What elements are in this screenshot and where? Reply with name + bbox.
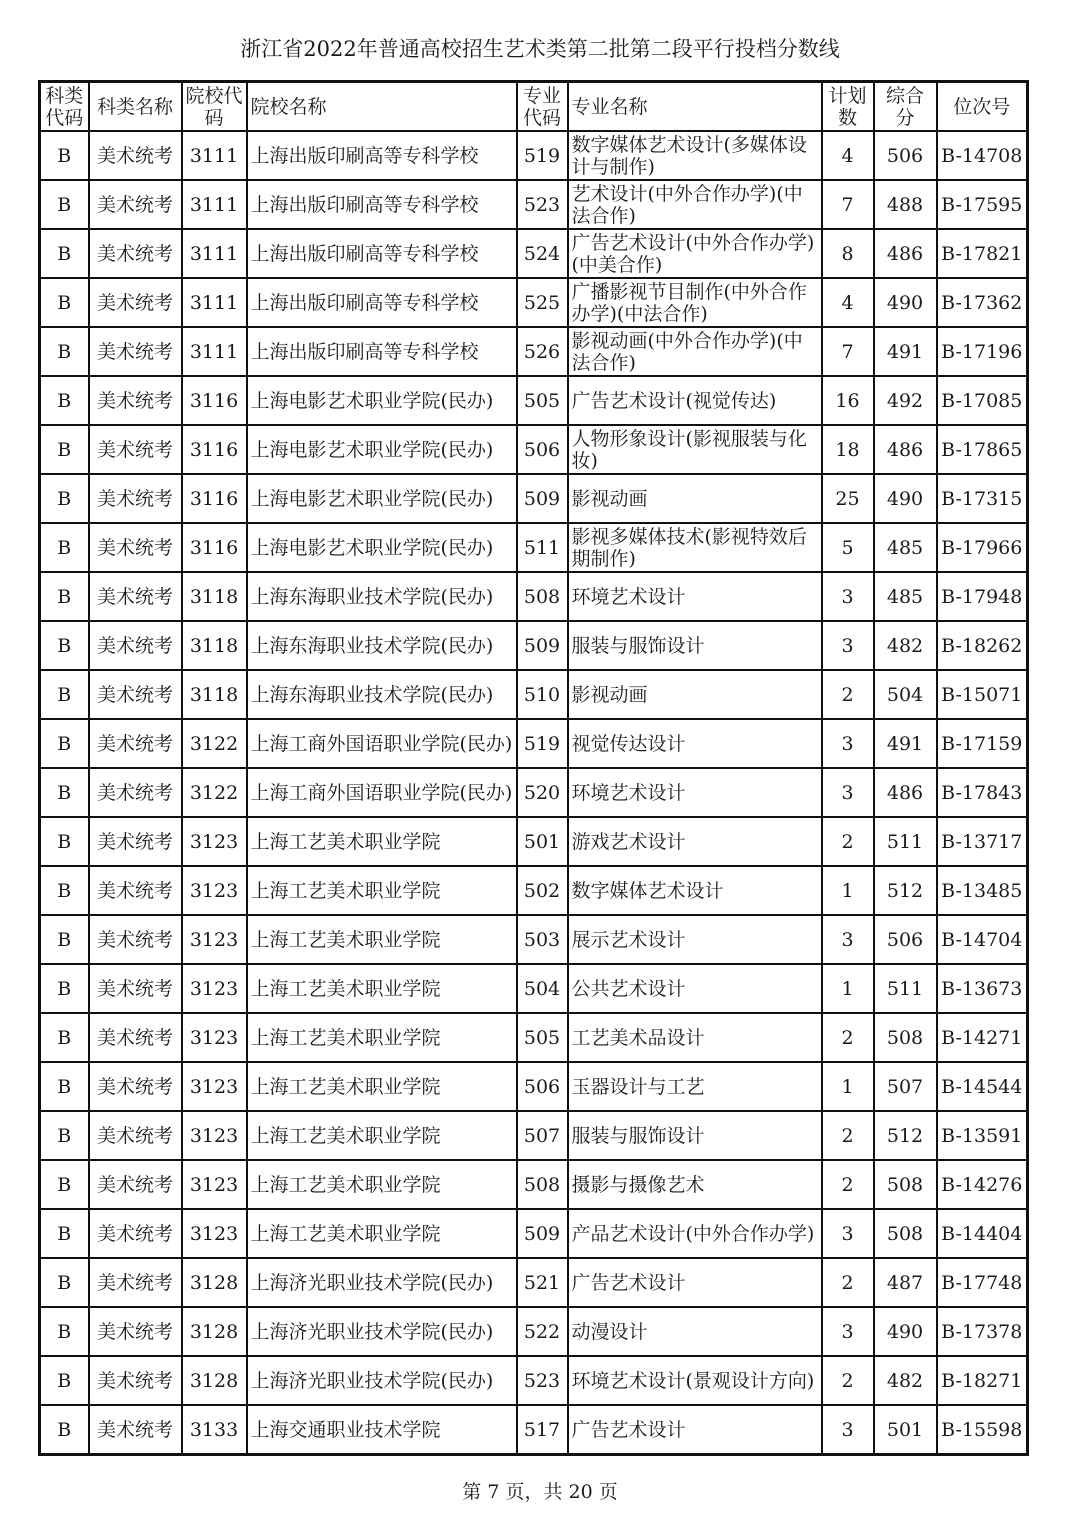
cell-category-code: B xyxy=(40,1013,89,1062)
cell-total-score: 482 xyxy=(874,1356,937,1405)
cell-category-name: 美术统考 xyxy=(89,1405,182,1455)
cell-plan-count: 3 xyxy=(822,915,874,964)
cell-category-name: 美术统考 xyxy=(89,1307,182,1356)
table-row xyxy=(40,1062,1028,1111)
cell-major-code: 521 xyxy=(517,1258,568,1307)
cell-plan-count: 1 xyxy=(822,964,874,1013)
cell-category-code: B xyxy=(40,719,89,768)
cell-rank: B-17821 xyxy=(937,229,1028,278)
table-row xyxy=(40,474,1028,523)
cell-plan-count: 3 xyxy=(822,1307,874,1356)
cell-major-name: 游戏艺术设计 xyxy=(568,817,822,866)
cell-major-name: 产品艺术设计(中外合作办学) xyxy=(568,1209,822,1258)
col-header-rank: 位次号 xyxy=(937,82,1028,132)
cell-school-code: 3123 xyxy=(182,817,247,866)
cell-major-name: 数字媒体艺术设计(多媒体设计与制作) xyxy=(568,131,822,180)
cell-category-name: 美术统考 xyxy=(89,474,182,523)
cell-school-name: 上海工艺美术职业学院 xyxy=(247,915,517,964)
cell-total-score: 486 xyxy=(874,768,937,817)
cell-school-name: 上海济光职业技术学院(民办) xyxy=(247,1356,517,1405)
table-row xyxy=(40,915,1028,964)
cell-category-name: 美术统考 xyxy=(89,768,182,817)
cell-rank: B-15071 xyxy=(937,670,1028,719)
cell-category-name: 美术统考 xyxy=(89,1258,182,1307)
cell-total-score: 512 xyxy=(874,866,937,915)
cell-major-name: 环境艺术设计(景观设计方向) xyxy=(568,1356,822,1405)
cell-category-code: B xyxy=(40,1307,89,1356)
cell-total-score: 486 xyxy=(874,425,937,474)
col-header-category-code: 科类代码 xyxy=(40,82,89,132)
cell-major-name: 广告艺术设计 xyxy=(568,1258,822,1307)
col-header-category-name: 科类名称 xyxy=(89,82,182,132)
cell-major-code: 525 xyxy=(517,278,568,327)
cell-plan-count: 4 xyxy=(822,131,874,180)
cell-rank: B-14704 xyxy=(937,915,1028,964)
cell-total-score: 506 xyxy=(874,131,937,180)
cell-plan-count: 2 xyxy=(822,1013,874,1062)
cell-category-code: B xyxy=(40,1258,89,1307)
cell-rank: B-15598 xyxy=(937,1405,1028,1455)
cell-school-name: 上海出版印刷高等专科学校 xyxy=(247,327,517,376)
table-row xyxy=(40,376,1028,425)
cell-school-code: 3118 xyxy=(182,621,247,670)
col-header-major-name: 专业名称 xyxy=(568,82,822,132)
cell-school-code: 3116 xyxy=(182,474,247,523)
cell-major-name: 环境艺术设计 xyxy=(568,572,822,621)
cell-plan-count: 3 xyxy=(822,572,874,621)
cell-plan-count: 2 xyxy=(822,670,874,719)
cell-major-code: 511 xyxy=(517,523,568,572)
cell-category-name: 美术统考 xyxy=(89,523,182,572)
cell-school-code: 3118 xyxy=(182,670,247,719)
cell-category-name: 美术统考 xyxy=(89,866,182,915)
cell-school-code: 3111 xyxy=(182,131,247,180)
cell-total-score: 508 xyxy=(874,1209,937,1258)
cell-plan-count: 1 xyxy=(822,1062,874,1111)
cell-major-name: 人物形象设计(影视服装与化妆) xyxy=(568,425,822,474)
cell-rank: B-17362 xyxy=(937,278,1028,327)
cell-school-name: 上海出版印刷高等专科学校 xyxy=(247,180,517,229)
admission-score-table xyxy=(38,80,1029,1456)
cell-total-score: 504 xyxy=(874,670,937,719)
cell-rank: B-14404 xyxy=(937,1209,1028,1258)
cell-school-code: 3123 xyxy=(182,915,247,964)
cell-category-code: B xyxy=(40,229,89,278)
cell-total-score: 486 xyxy=(874,229,937,278)
table-row xyxy=(40,229,1028,278)
cell-school-name: 上海工艺美术职业学院 xyxy=(247,1013,517,1062)
table-row xyxy=(40,1307,1028,1356)
cell-plan-count: 2 xyxy=(822,1258,874,1307)
cell-school-code: 3116 xyxy=(182,425,247,474)
cell-category-name: 美术统考 xyxy=(89,1013,182,1062)
cell-school-name: 上海出版印刷高等专科学校 xyxy=(247,131,517,180)
cell-rank: B-17378 xyxy=(937,1307,1028,1356)
cell-plan-count: 3 xyxy=(822,719,874,768)
cell-plan-count: 2 xyxy=(822,1356,874,1405)
cell-category-name: 美术统考 xyxy=(89,376,182,425)
cell-major-code: 508 xyxy=(517,572,568,621)
cell-major-code: 506 xyxy=(517,425,568,474)
cell-major-code: 508 xyxy=(517,1160,568,1209)
cell-rank: B-13717 xyxy=(937,817,1028,866)
cell-major-name: 工艺美术品设计 xyxy=(568,1013,822,1062)
cell-school-code: 3123 xyxy=(182,1062,247,1111)
cell-school-name: 上海东海职业技术学院(民办) xyxy=(247,621,517,670)
cell-major-code: 523 xyxy=(517,1356,568,1405)
cell-major-code: 522 xyxy=(517,1307,568,1356)
cell-category-name: 美术统考 xyxy=(89,180,182,229)
cell-category-code: B xyxy=(40,866,89,915)
table-row xyxy=(40,621,1028,670)
cell-major-name: 影视动画 xyxy=(568,474,822,523)
cell-school-code: 3111 xyxy=(182,278,247,327)
cell-school-name: 上海工商外国语职业学院(民办) xyxy=(247,719,517,768)
cell-school-code: 3123 xyxy=(182,1111,247,1160)
cell-category-code: B xyxy=(40,915,89,964)
cell-school-code: 3111 xyxy=(182,229,247,278)
cell-category-code: B xyxy=(40,1209,89,1258)
cell-school-name: 上海工艺美术职业学院 xyxy=(247,1111,517,1160)
cell-school-name: 上海工艺美术职业学院 xyxy=(247,1209,517,1258)
cell-category-name: 美术统考 xyxy=(89,670,182,719)
cell-major-name: 玉器设计与工艺 xyxy=(568,1062,822,1111)
cell-category-name: 美术统考 xyxy=(89,131,182,180)
table-row xyxy=(40,425,1028,474)
cell-plan-count: 3 xyxy=(822,621,874,670)
cell-rank: B-17315 xyxy=(937,474,1028,523)
cell-major-code: 502 xyxy=(517,866,568,915)
cell-rank: B-18271 xyxy=(937,1356,1028,1405)
col-header-major-code: 专业代码 xyxy=(517,82,568,132)
cell-major-code: 520 xyxy=(517,768,568,817)
table-row xyxy=(40,327,1028,376)
cell-school-name: 上海出版印刷高等专科学校 xyxy=(247,278,517,327)
cell-category-code: B xyxy=(40,670,89,719)
cell-school-code: 3123 xyxy=(182,1209,247,1258)
cell-major-name: 广告艺术设计(中外合作办学)(中美合作) xyxy=(568,229,822,278)
cell-category-code: B xyxy=(40,1405,89,1455)
cell-major-code: 510 xyxy=(517,670,568,719)
cell-major-code: 505 xyxy=(517,1013,568,1062)
cell-category-name: 美术统考 xyxy=(89,229,182,278)
cell-category-name: 美术统考 xyxy=(89,425,182,474)
cell-plan-count: 7 xyxy=(822,327,874,376)
cell-category-code: B xyxy=(40,425,89,474)
col-header-plan-count: 计划数 xyxy=(822,82,874,132)
cell-major-code: 519 xyxy=(517,719,568,768)
cell-plan-count: 7 xyxy=(822,180,874,229)
cell-rank: B-17843 xyxy=(937,768,1028,817)
cell-total-score: 501 xyxy=(874,1405,937,1455)
cell-major-code: 504 xyxy=(517,964,568,1013)
cell-total-score: 485 xyxy=(874,523,937,572)
cell-school-code: 3123 xyxy=(182,1013,247,1062)
cell-total-score: 508 xyxy=(874,1013,937,1062)
cell-plan-count: 3 xyxy=(822,1209,874,1258)
cell-total-score: 488 xyxy=(874,180,937,229)
cell-rank: B-17966 xyxy=(937,523,1028,572)
cell-major-name: 展示艺术设计 xyxy=(568,915,822,964)
cell-major-code: 505 xyxy=(517,376,568,425)
cell-school-code: 3116 xyxy=(182,376,247,425)
table-body xyxy=(40,131,1028,1455)
cell-total-score: 490 xyxy=(874,278,937,327)
cell-school-code: 3123 xyxy=(182,1160,247,1209)
cell-plan-count: 16 xyxy=(822,376,874,425)
cell-major-code: 517 xyxy=(517,1405,568,1455)
cell-category-code: B xyxy=(40,131,89,180)
cell-school-name: 上海电影艺术职业学院(民办) xyxy=(247,523,517,572)
cell-major-code: 507 xyxy=(517,1111,568,1160)
cell-rank: B-13673 xyxy=(937,964,1028,1013)
cell-plan-count: 2 xyxy=(822,817,874,866)
table-row xyxy=(40,964,1028,1013)
cell-school-name: 上海电影艺术职业学院(民办) xyxy=(247,376,517,425)
col-header-total-score: 综合分 xyxy=(874,82,937,132)
table-row xyxy=(40,817,1028,866)
cell-category-name: 美术统考 xyxy=(89,572,182,621)
cell-school-code: 3123 xyxy=(182,866,247,915)
cell-major-code: 501 xyxy=(517,817,568,866)
cell-major-name: 服装与服饰设计 xyxy=(568,621,822,670)
table-row xyxy=(40,572,1028,621)
cell-category-name: 美术统考 xyxy=(89,1062,182,1111)
cell-major-name: 公共艺术设计 xyxy=(568,964,822,1013)
cell-category-code: B xyxy=(40,180,89,229)
cell-major-name: 影视动画(中外合作办学)(中法合作) xyxy=(568,327,822,376)
cell-school-code: 3123 xyxy=(182,964,247,1013)
cell-category-code: B xyxy=(40,523,89,572)
cell-rank: B-14708 xyxy=(937,131,1028,180)
cell-rank: B-18262 xyxy=(937,621,1028,670)
cell-school-name: 上海交通职业技术学院 xyxy=(247,1405,517,1455)
cell-school-name: 上海工艺美术职业学院 xyxy=(247,1062,517,1111)
cell-major-name: 视觉传达设计 xyxy=(568,719,822,768)
cell-rank: B-17196 xyxy=(937,327,1028,376)
cell-school-name: 上海工艺美术职业学院 xyxy=(247,817,517,866)
table-row xyxy=(40,1258,1028,1307)
cell-category-code: B xyxy=(40,278,89,327)
cell-major-name: 广告艺术设计(视觉传达) xyxy=(568,376,822,425)
cell-school-name: 上海工艺美术职业学院 xyxy=(247,964,517,1013)
cell-rank: B-17748 xyxy=(937,1258,1028,1307)
cell-category-code: B xyxy=(40,768,89,817)
cell-total-score: 492 xyxy=(874,376,937,425)
cell-plan-count: 8 xyxy=(822,229,874,278)
cell-school-code: 3111 xyxy=(182,180,247,229)
cell-category-code: B xyxy=(40,572,89,621)
cell-school-name: 上海电影艺术职业学院(民办) xyxy=(247,474,517,523)
table-row xyxy=(40,1013,1028,1062)
cell-category-name: 美术统考 xyxy=(89,915,182,964)
cell-major-code: 506 xyxy=(517,1062,568,1111)
cell-major-code: 503 xyxy=(517,915,568,964)
cell-school-name: 上海出版印刷高等专科学校 xyxy=(247,229,517,278)
cell-plan-count: 3 xyxy=(822,1405,874,1455)
cell-total-score: 507 xyxy=(874,1062,937,1111)
cell-rank: B-13591 xyxy=(937,1111,1028,1160)
cell-category-name: 美术统考 xyxy=(89,278,182,327)
cell-major-code: 526 xyxy=(517,327,568,376)
table-header-row xyxy=(40,82,1028,132)
cell-category-name: 美术统考 xyxy=(89,719,182,768)
cell-major-name: 影视多媒体技术(影视特效后期制作) xyxy=(568,523,822,572)
table-row xyxy=(40,131,1028,180)
cell-rank: B-14276 xyxy=(937,1160,1028,1209)
cell-school-code: 3122 xyxy=(182,768,247,817)
cell-major-name: 艺术设计(中外合作办学)(中法合作) xyxy=(568,180,822,229)
table-row xyxy=(40,1160,1028,1209)
cell-plan-count: 18 xyxy=(822,425,874,474)
cell-category-code: B xyxy=(40,1062,89,1111)
cell-major-code: 523 xyxy=(517,180,568,229)
cell-major-name: 动漫设计 xyxy=(568,1307,822,1356)
cell-category-name: 美术统考 xyxy=(89,817,182,866)
cell-school-name: 上海东海职业技术学院(民办) xyxy=(247,670,517,719)
cell-school-code: 3116 xyxy=(182,523,247,572)
cell-total-score: 491 xyxy=(874,719,937,768)
cell-school-name: 上海工艺美术职业学院 xyxy=(247,866,517,915)
cell-school-code: 3122 xyxy=(182,719,247,768)
cell-total-score: 512 xyxy=(874,1111,937,1160)
cell-school-name: 上海工艺美术职业学院 xyxy=(247,1160,517,1209)
col-header-school-code: 院校代码 xyxy=(182,82,247,132)
cell-category-code: B xyxy=(40,964,89,1013)
cell-category-code: B xyxy=(40,376,89,425)
cell-total-score: 490 xyxy=(874,474,937,523)
cell-school-name: 上海济光职业技术学院(民办) xyxy=(247,1307,517,1356)
cell-school-code: 3128 xyxy=(182,1307,247,1356)
cell-category-code: B xyxy=(40,1356,89,1405)
page-footer: 第 7 页，共 20 页 xyxy=(462,1481,618,1503)
cell-school-code: 3128 xyxy=(182,1258,247,1307)
cell-category-name: 美术统考 xyxy=(89,964,182,1013)
cell-major-name: 环境艺术设计 xyxy=(568,768,822,817)
cell-category-code: B xyxy=(40,474,89,523)
cell-total-score: 508 xyxy=(874,1160,937,1209)
cell-major-name: 数字媒体艺术设计 xyxy=(568,866,822,915)
cell-major-name: 摄影与摄像艺术 xyxy=(568,1160,822,1209)
table-row xyxy=(40,670,1028,719)
table-row xyxy=(40,768,1028,817)
cell-major-code: 524 xyxy=(517,229,568,278)
cell-school-name: 上海东海职业技术学院(民办) xyxy=(247,572,517,621)
table-row xyxy=(40,719,1028,768)
table-row xyxy=(40,1405,1028,1455)
cell-plan-count: 5 xyxy=(822,523,874,572)
cell-plan-count: 25 xyxy=(822,474,874,523)
cell-major-name: 广播影视节目制作(中外合作办学)(中法合作) xyxy=(568,278,822,327)
cell-school-name: 上海电影艺术职业学院(民办) xyxy=(247,425,517,474)
cell-total-score: 511 xyxy=(874,964,937,1013)
cell-category-code: B xyxy=(40,1160,89,1209)
cell-total-score: 490 xyxy=(874,1307,937,1356)
cell-plan-count: 1 xyxy=(822,866,874,915)
cell-major-code: 509 xyxy=(517,474,568,523)
cell-category-name: 美术统考 xyxy=(89,1356,182,1405)
cell-major-name: 广告艺术设计 xyxy=(568,1405,822,1455)
cell-category-code: B xyxy=(40,1111,89,1160)
cell-major-name: 服装与服饰设计 xyxy=(568,1111,822,1160)
cell-school-code: 3111 xyxy=(182,327,247,376)
table-row xyxy=(40,180,1028,229)
cell-school-code: 3118 xyxy=(182,572,247,621)
cell-school-code: 3133 xyxy=(182,1405,247,1455)
cell-rank: B-17085 xyxy=(937,376,1028,425)
table-row xyxy=(40,1356,1028,1405)
cell-plan-count: 3 xyxy=(822,768,874,817)
cell-major-code: 509 xyxy=(517,621,568,670)
cell-total-score: 506 xyxy=(874,915,937,964)
col-header-school-name: 院校名称 xyxy=(247,82,517,132)
cell-total-score: 485 xyxy=(874,572,937,621)
table-row xyxy=(40,866,1028,915)
cell-major-name: 影视动画 xyxy=(568,670,822,719)
cell-rank: B-17159 xyxy=(937,719,1028,768)
cell-category-name: 美术统考 xyxy=(89,327,182,376)
cell-school-name: 上海工商外国语职业学院(民办) xyxy=(247,768,517,817)
cell-category-name: 美术统考 xyxy=(89,1160,182,1209)
table-row xyxy=(40,523,1028,572)
cell-total-score: 487 xyxy=(874,1258,937,1307)
cell-total-score: 491 xyxy=(874,327,937,376)
cell-total-score: 482 xyxy=(874,621,937,670)
cell-category-name: 美术统考 xyxy=(89,1209,182,1258)
cell-rank: B-14544 xyxy=(937,1062,1028,1111)
cell-rank: B-17948 xyxy=(937,572,1028,621)
cell-rank: B-17865 xyxy=(937,425,1028,474)
cell-total-score: 511 xyxy=(874,817,937,866)
cell-category-code: B xyxy=(40,817,89,866)
table-row xyxy=(40,1209,1028,1258)
cell-major-code: 509 xyxy=(517,1209,568,1258)
cell-major-code: 519 xyxy=(517,131,568,180)
page-title: 浙江省2022年普通高校招生艺术类第二批第二段平行投档分数线 xyxy=(240,37,840,61)
cell-plan-count: 2 xyxy=(822,1111,874,1160)
cell-school-name: 上海济光职业技术学院(民办) xyxy=(247,1258,517,1307)
cell-category-code: B xyxy=(40,327,89,376)
cell-category-code: B xyxy=(40,621,89,670)
cell-rank: B-13485 xyxy=(937,866,1028,915)
cell-category-name: 美术统考 xyxy=(89,621,182,670)
table-row xyxy=(40,1111,1028,1160)
cell-category-name: 美术统考 xyxy=(89,1111,182,1160)
cell-plan-count: 2 xyxy=(822,1160,874,1209)
cell-rank: B-17595 xyxy=(937,180,1028,229)
cell-school-code: 3128 xyxy=(182,1356,247,1405)
cell-rank: B-14271 xyxy=(937,1013,1028,1062)
cell-plan-count: 4 xyxy=(822,278,874,327)
table-row xyxy=(40,278,1028,327)
